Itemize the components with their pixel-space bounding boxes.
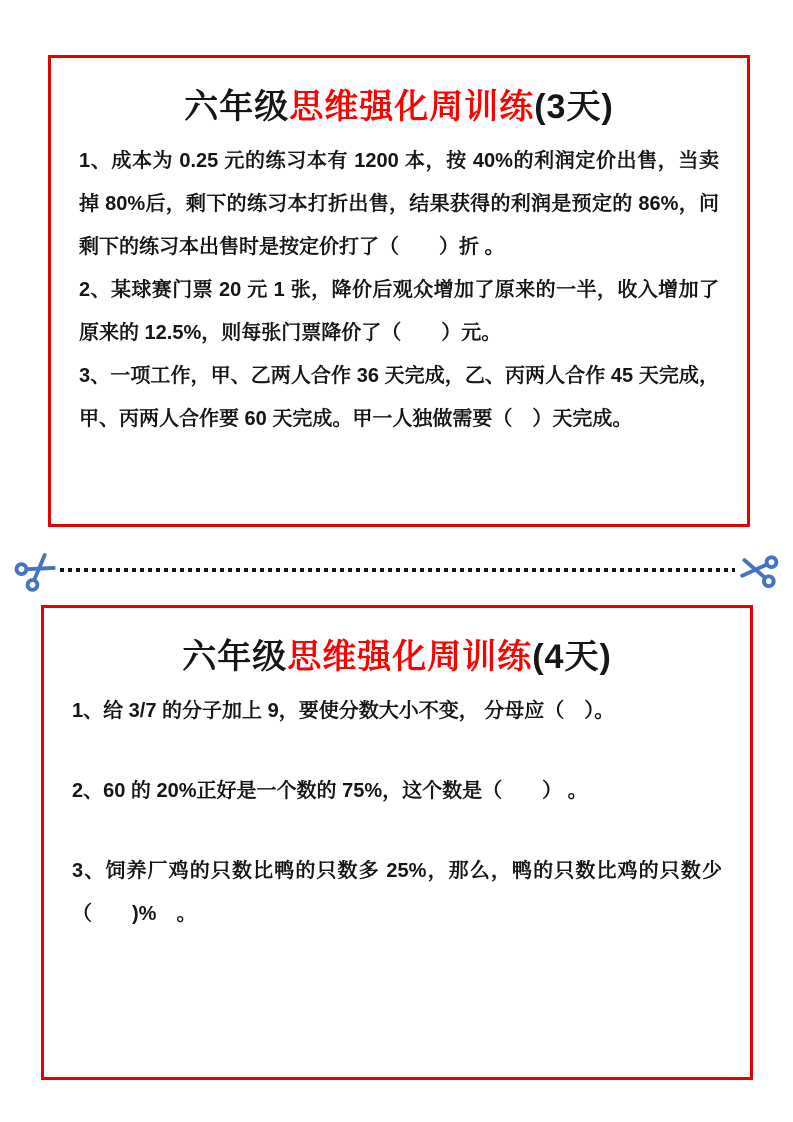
dotted-cut-line bbox=[60, 568, 735, 572]
card1-title-day: (3天) bbox=[534, 88, 614, 126]
card2-title-day: (4天) bbox=[532, 638, 612, 676]
worksheet-card-day4 bbox=[41, 605, 753, 1080]
scissors-left-icon bbox=[8, 541, 66, 599]
card1-title-highlight: 思维强化周训练 bbox=[289, 88, 535, 126]
card1-problem-2: 2、某球赛门票 20 元 1 张，降价后观众增加了原来的一半，收入增加了原来的 12.5%，则每张门票降价了（ ）元。 bbox=[79, 279, 719, 344]
cut-line bbox=[0, 546, 793, 594]
card2-title bbox=[44, 634, 750, 680]
card1-title bbox=[51, 84, 747, 130]
card2-problem-2: 2、60 的 20%正好是一个数的 75%，这个数是（ ） 。 bbox=[72, 780, 588, 802]
card1-problem-list bbox=[51, 140, 747, 441]
card1-title-grade: 六年级 bbox=[184, 88, 290, 126]
card2-problem-1: 1、给 3/7 的分子加上 9，要使分数大小不变， 分母应（ ）。 bbox=[72, 700, 615, 722]
scissors-right-icon bbox=[734, 546, 781, 593]
card1-problem-3: 3、一项工作，甲、乙两人合作 36 天完成，乙、丙两人合作 45 天完成，甲、丙两人合作要 60 天完成。甲一人独做需要（ ）天完成。 bbox=[79, 365, 719, 430]
card2-title-grade: 六年级 bbox=[182, 638, 288, 676]
worksheet-card-day3 bbox=[48, 55, 750, 527]
card2-problem-3: 3、饲养厂鸡的只数比鸭的只数多 25%，那么，鸭的只数比鸡的只数少（ )% 。 bbox=[72, 860, 722, 925]
card2-problem-list bbox=[44, 690, 750, 936]
card2-title-highlight: 思维强化周训练 bbox=[287, 638, 533, 676]
card1-problem-1: 1、成本为 0.25 元的练习本有 1200 本，按 40%的利润定价出售，当卖掉 80%后，剩下的练习本打折出售，结果获得的利润是预定的 86%，问剩下的练习本出售时是按定价打了（ ）折 。 bbox=[79, 150, 719, 258]
